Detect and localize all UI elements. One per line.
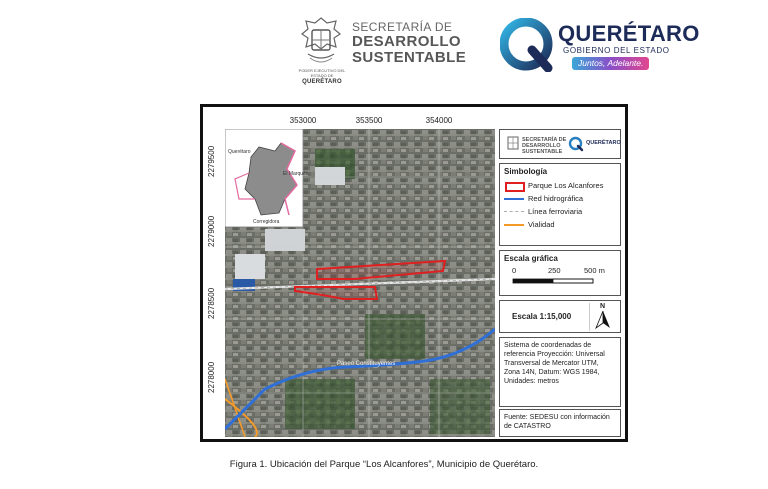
source-panel — [499, 409, 621, 437]
inset-label-bottom: Corregidora — [253, 219, 280, 225]
legend-item-label: Línea ferroviaria — [528, 207, 583, 216]
street-label: Paseo Constituyentes — [337, 361, 396, 367]
y-tick-label: 2279500 — [207, 145, 216, 177]
sedesu-line2: DESARROLLO — [352, 33, 461, 50]
queretaro-wordmark: QUERÉTARO — [558, 21, 700, 46]
legend-item-label: Parque Los Alcanfores — [528, 181, 604, 190]
legend-item — [504, 218, 616, 231]
y-tick-label: 2278000 — [207, 361, 216, 393]
legend-item — [504, 179, 616, 192]
crest-city: QUERÉTARO — [302, 79, 342, 85]
legend-logos-panel — [499, 129, 621, 159]
mini-sedesu-line2: DESARROLLO — [522, 143, 561, 149]
crest-icon — [506, 135, 520, 153]
scale-label: 500 m — [584, 266, 605, 275]
crs-text: Sistema de coordenadas de referencia Proyección: Universal Transversal de Mercator UTM, Zona 14N, Datum: WGS 1984, Unidades: metros — [504, 342, 605, 385]
satellite-map[interactable] — [225, 129, 495, 437]
sedesu-line3: SUSTENTABLE — [352, 49, 467, 66]
north-label: N — [600, 303, 606, 310]
sedesu-logo — [298, 16, 468, 85]
crs-panel — [499, 337, 621, 407]
railway-symbol-icon — [504, 207, 524, 216]
scale-ratio: Escala 1:15,000 — [512, 312, 572, 321]
north-arrow-icon — [595, 311, 611, 329]
legend-item-label: Red hidrográfica — [528, 194, 584, 203]
inset-map — [225, 129, 303, 227]
legend-item — [504, 192, 616, 205]
legend-title: Simbología — [504, 167, 548, 176]
legend-item-label: Vialidad — [528, 220, 555, 229]
x-tick-label: 353000 — [289, 116, 317, 125]
road-symbol-icon — [504, 220, 524, 229]
park-symbol-icon — [504, 181, 524, 190]
x-tick-label: 353500 — [355, 116, 383, 125]
scale-bar — [512, 278, 596, 286]
y-tick-label: 2279000 — [207, 215, 216, 247]
scale-label: 250 — [548, 266, 561, 275]
y-tick-label: 2278500 — [207, 287, 216, 319]
crest-caption: PODER EJECUTIVO DEL ESTADO DE — [298, 68, 346, 78]
scale-ratio-panel — [499, 300, 621, 333]
sedesu-wordmark — [352, 21, 466, 66]
source-text: Fuente: SEDESU con información de CATASTRO — [504, 414, 610, 430]
x-tick-label: 354000 — [425, 116, 453, 125]
mini-sedesu-line3: SUSTENTABLE — [522, 149, 563, 155]
crest-icon — [298, 16, 344, 70]
map-frame — [200, 104, 628, 442]
inset-label-left: Querétaro — [228, 149, 251, 155]
north-arrow — [589, 303, 616, 331]
legend-item — [504, 205, 616, 218]
scale-label: 0 — [512, 266, 517, 275]
gobierno-subtitle: GOBIERNO DEL ESTADO — [563, 46, 670, 55]
figure-caption: Figura 1. Ubicación del Parque “Los Alcanfores”, Municipio de Querétaro. — [229, 459, 539, 470]
sedesu-line1: SECRETARÍA DE — [352, 20, 453, 34]
legend-panel — [499, 163, 621, 246]
scale-bar-panel — [499, 250, 621, 296]
q-logo-icon — [500, 18, 554, 72]
q-logo-icon — [568, 136, 584, 152]
scale-bar-title: Escala gráfica — [504, 254, 558, 263]
slogan-badge: Juntos, Adelante. — [572, 57, 649, 70]
gobierno-queretaro-logo — [500, 18, 700, 78]
mini-sedesu-line1: SECRETARÍA DE — [522, 137, 567, 143]
mini-qro-name: QUERÉTARO — [586, 140, 621, 146]
river-symbol-icon — [504, 194, 524, 203]
inset-label-right: El Marqués — [283, 171, 309, 177]
